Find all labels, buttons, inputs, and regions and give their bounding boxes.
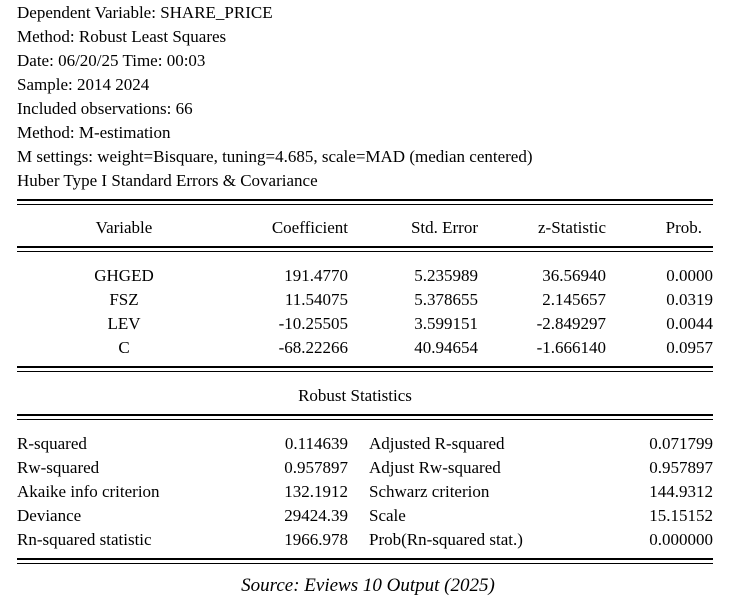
stat-label-left: Deviance [17,506,82,525]
header-rule [17,246,713,248]
std-error-value: 3.599151 [414,314,478,333]
source-caption: Source: Eviews 10 Output (2025) [241,575,495,596]
estimation-method-line: Method: M-estimation [17,123,171,142]
stat-value-left: 1966.978 [284,530,348,549]
observations-line: Included observations: 66 [17,99,193,118]
z-statistic-value: 2.145657 [542,290,606,309]
stat-label-left: Rn-squared statistic [17,530,152,549]
sample-line: Sample: 2014 2024 [17,75,150,94]
stat-value-right: 15.15152 [649,506,713,525]
coefficient-value: -68.22266 [278,338,348,357]
z-statistic-value: -2.849297 [536,314,606,333]
prob-value: 0.0319 [666,290,713,309]
stat-label-left: Akaike info criterion [17,482,160,501]
stat-label-right: Adjusted R-squared [369,434,505,453]
coef-bottom-rule [17,366,713,368]
col-coefficient: Coefficient [271,218,348,237]
variable-name: LEV [107,314,141,333]
m-settings-line: M settings: weight=Bisquare, tuning=4.685, scale=MAD (median centered) [17,147,533,166]
stat-label-left: Rw-squared [17,458,100,477]
std-error-value: 5.235989 [414,266,478,285]
robust-statistics-title: Robust Statistics [298,386,412,405]
std-error-value: 5.378655 [414,290,478,309]
stat-value-left: 29424.39 [284,506,348,525]
stat-label-right: Scale [369,506,406,525]
top-rule [17,199,713,201]
coefficient-value: -10.25505 [278,314,348,333]
date-time-line: Date: 06/20/25 Time: 00:03 [17,51,206,70]
variable-name: FSZ [109,290,139,309]
stat-label-right: Prob(Rn-squared stat.) [369,530,523,549]
col-variable: Variable [95,218,153,237]
stat-label-right: Adjust Rw-squared [369,458,501,477]
bottom-rule [17,558,713,560]
prob-value: 0.0044 [666,314,713,333]
coef-bottom-rule-thin [17,371,713,372]
stat-value-right: 0.071799 [649,434,713,453]
bottom-rule-thin [17,563,713,564]
stat-value-right: 0.000000 [649,530,713,549]
variable-name: GHGED [94,266,154,285]
stat-value-right: 144.9312 [649,482,713,501]
prob-value: 0.0957 [666,338,713,357]
stat-value-left: 132.1912 [284,482,348,501]
coefficient-value: 11.54075 [284,290,348,309]
top-rule-thin [17,204,713,205]
z-statistic-value: -1.666140 [536,338,606,357]
standard-errors-line: Huber Type I Standard Errors & Covariance [17,171,318,190]
stat-label-right: Schwarz criterion [369,482,490,501]
stat-label-left: R-squared [17,434,87,453]
std-error-value: 40.94654 [414,338,478,357]
stat-value-left: 0.957897 [284,458,348,477]
stat-value-right: 0.957897 [649,458,713,477]
col-std-error: Std. Error [410,218,478,237]
header-rule-thin [17,251,713,252]
method-line: Method: Robust Least Squares [17,27,227,46]
prob-value: 0.0000 [666,266,713,285]
coefficient-value: 191.4770 [284,266,348,285]
z-statistic-value: 36.56940 [542,266,606,285]
robust-rule [17,414,713,416]
dependent-variable-line: Dependent Variable: SHARE_PRICE [17,3,273,22]
col-prob: Prob. [665,218,702,237]
robust-rule-thin [17,419,713,420]
col-z-statistic: z-Statistic [538,218,606,237]
stat-value-left: 0.114639 [284,434,348,453]
variable-name: C [118,338,130,357]
